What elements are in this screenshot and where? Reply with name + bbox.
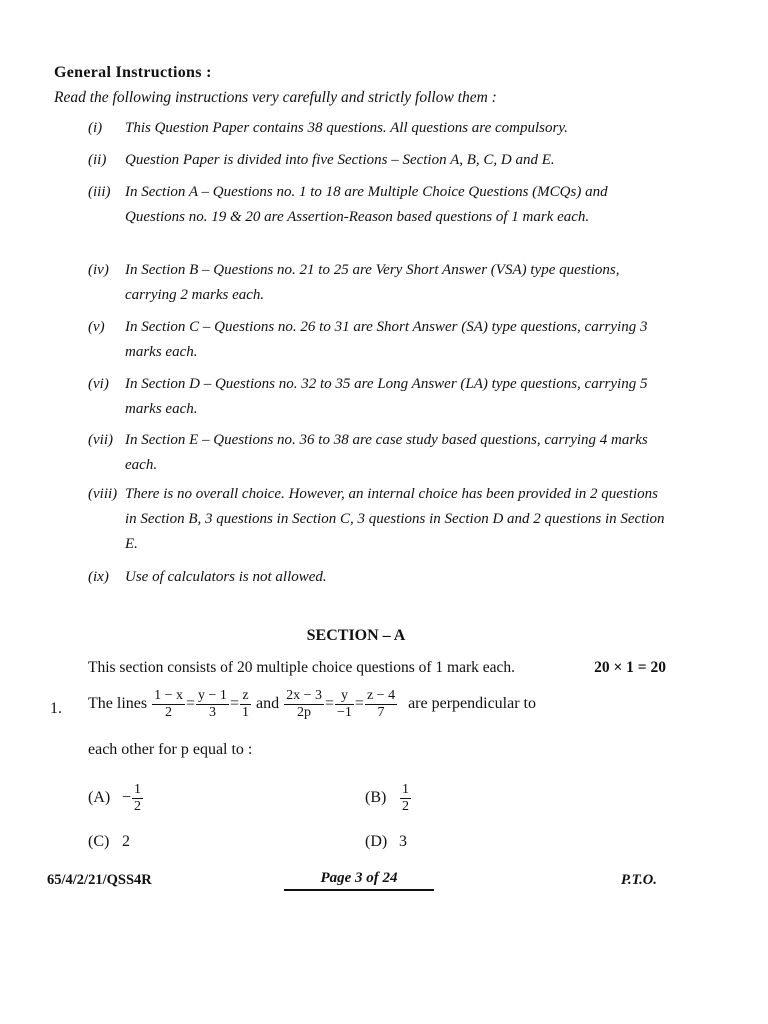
denominator: 3: [208, 705, 216, 720]
fraction: [335, 688, 354, 721]
denominator: 2: [165, 705, 173, 720]
denominator: 2: [134, 799, 142, 814]
instruction-text: In Section B – Questions no. 21 to 25 are Very Short Answer (VSA) type questions, carrying 2 marks each.: [125, 262, 620, 303]
question-suffix: are perpendicular to: [408, 695, 536, 713]
instruction-text: In Section D – Questions no. 32 to 35 are Long Answer (LA) type questions, carrying 5 marks each.: [125, 376, 648, 417]
instruction-item: [88, 180, 668, 230]
option-label: (C): [88, 833, 110, 850]
instruction-text: In Section E – Questions no. 36 to 38 are case study based questions, carrying 4 marks each.: [125, 432, 648, 473]
instruction-item: [88, 372, 668, 422]
fraction: [365, 688, 397, 721]
instruction-text: In Section C – Questions no. 26 to 31 are Short Answer (SA) type questions, carrying 3 marks each.: [125, 319, 648, 360]
numerator: z − 4: [366, 688, 396, 703]
fraction: [152, 688, 185, 721]
denominator: 2: [402, 799, 409, 814]
denominator: 2p: [297, 705, 312, 720]
fraction: [132, 782, 143, 815]
instruction-number: (viii): [88, 486, 118, 502]
instruction-number: (ix): [88, 569, 109, 585]
numerator: 1: [134, 782, 142, 797]
paper-code: 65/4/2/21/QSS4R: [47, 872, 152, 888]
section-marks: 20 × 1 = 20: [594, 659, 666, 676]
option-c: [88, 833, 130, 851]
numerator: 1 − x: [154, 688, 183, 703]
question-stem: The lines $\frac{1 - x}{2}$ = $\frac{y - 1}{3}$ = $\frac{z}{1}$ and $\frac{2x - 3}{2p}$ = $\frac{y}{-1}$ = $\frac{z - 4}{7}$ are perpendicular to: [88, 688, 536, 720]
general-instructions-heading: General Instructions :: [54, 64, 212, 81]
instruction-item: [88, 116, 668, 141]
instruction-number: (vii): [88, 432, 113, 448]
instruction-number: (ii): [88, 152, 107, 168]
option-label: (A): [88, 789, 111, 807]
instruction-text: This Question Paper contains 38 questions. All questions are compulsory.: [125, 120, 568, 136]
option-value: 3: [399, 833, 407, 850]
instruction-item: [88, 428, 668, 478]
option-label: (D): [365, 833, 388, 850]
instruction-number: (vi): [88, 376, 109, 392]
section-description: This section consists of 20 multiple choice questions of 1 mark each.: [88, 659, 516, 676]
instruction-item: [88, 148, 668, 173]
option-a: [88, 782, 144, 815]
option-b: [365, 782, 412, 815]
numerator: z: [240, 688, 251, 705]
instruction-number: (iv): [88, 262, 109, 278]
fraction: [284, 688, 324, 721]
instruction-number: (i): [88, 120, 103, 136]
fraction: [400, 782, 411, 815]
instruction-item: [88, 258, 668, 308]
instruction-text: In Section A – Questions no. 1 to 18 are Multiple Choice Questions (MCQs) and Questions no. 19 & 20 are Assertion-Reason based questions of 1 mark each.: [125, 184, 608, 225]
denominator: −1: [337, 705, 352, 720]
question-prefix: The lines: [88, 695, 148, 713]
fraction: [240, 688, 251, 721]
instruction-item: [88, 482, 668, 557]
numerator: 2x − 3: [286, 688, 322, 703]
numerator: 1: [402, 782, 409, 797]
numerator: y: [335, 688, 354, 705]
instruction-number: (v): [88, 319, 105, 335]
instruction-text: Question Paper is divided into five Sections – Section A, B, C, D and E.: [125, 152, 555, 168]
fraction: [196, 688, 229, 721]
pto-label: P.T.O.: [621, 872, 657, 888]
option-d: [365, 833, 407, 851]
numerator: y − 1: [198, 688, 227, 703]
question-and: and: [255, 695, 280, 713]
option-label: (B): [365, 789, 387, 807]
instruction-number: (iii): [88, 184, 111, 200]
section-title: SECTION – A: [306, 627, 406, 644]
instruction-item: [88, 315, 668, 365]
page-number: Page 3 of 24: [284, 870, 434, 891]
general-instructions-intro: Read the following instructions very carefully and strictly follow them :: [54, 89, 497, 106]
option-sign: −: [122, 789, 132, 807]
denominator: 1: [241, 705, 249, 720]
denominator: 7: [377, 705, 385, 720]
instruction-text: There is no overall choice. However, an internal choice has been provided in 2 questions in Section B, 3 questions in Section C, 3 questions in Section D and 2 questions in Section E.: [125, 486, 665, 552]
question-number: 1.: [50, 700, 62, 717]
option-value: 2: [122, 833, 130, 850]
instruction-text: Use of calculators is not allowed.: [125, 569, 327, 585]
instruction-item: [88, 565, 668, 590]
question-continuation: each other for p equal to :: [88, 741, 253, 758]
